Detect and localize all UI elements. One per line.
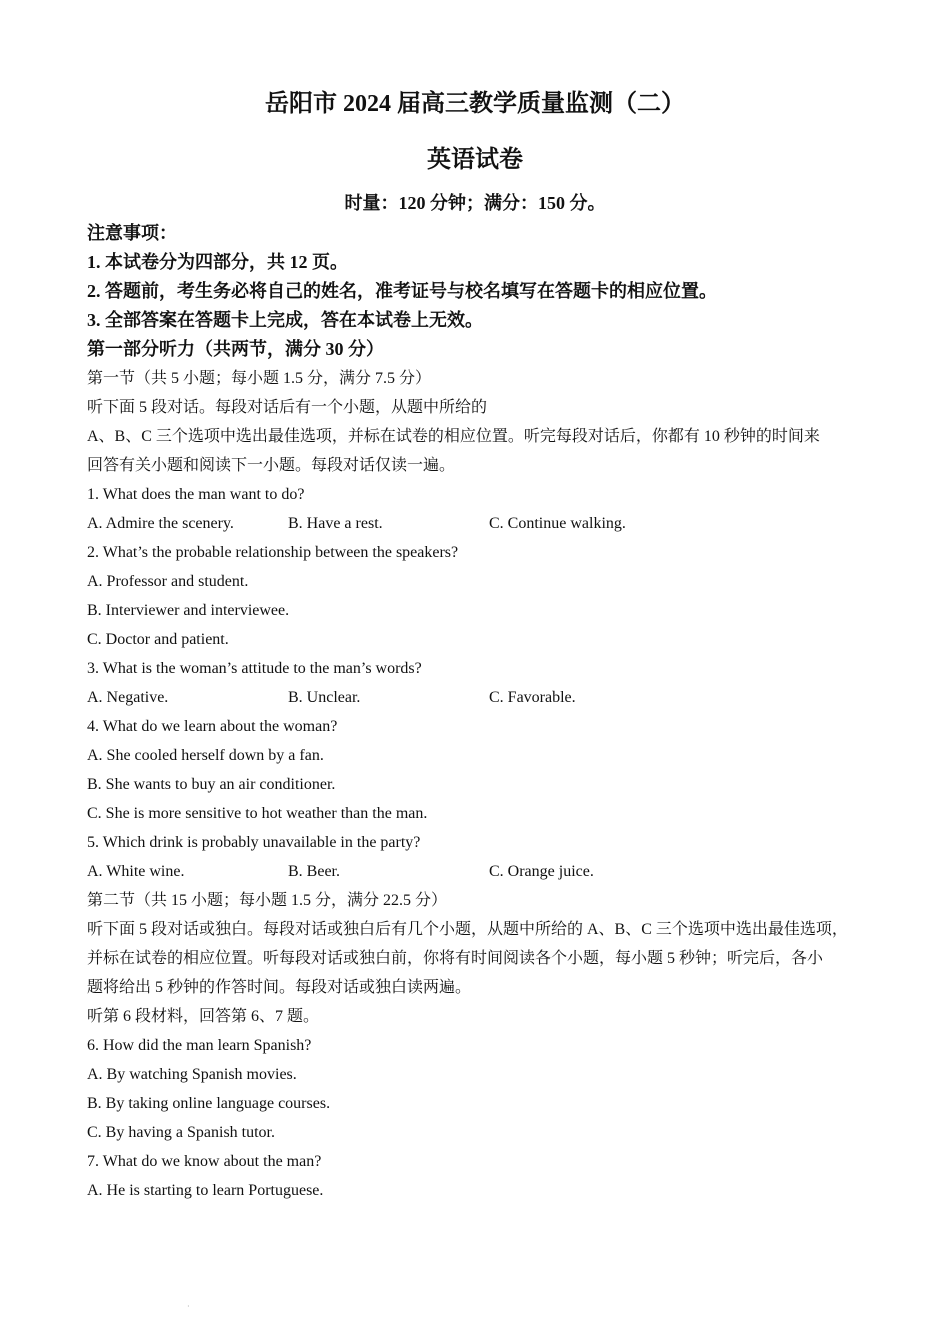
section1-instruction: 回答有关小题和阅读下一小题。每段对话仅读一遍。 xyxy=(87,457,456,474)
exam-body xyxy=(87,219,877,1205)
section2-instruction: 听下面 5 段对话或独白。每段对话或独白后有几个小题，从题中所给的 A、B、C 三个选项中选出最佳选项， xyxy=(87,921,848,938)
option-a: A. Negative. xyxy=(87,689,169,706)
material-note: 听第 6 段材料，回答第 6、7 题。 xyxy=(87,1008,320,1025)
option-a: A. White wine. xyxy=(87,863,185,880)
option-a: A. By watching Spanish movies. xyxy=(87,1066,297,1083)
question-3: 3. What is the woman’s attitude to the man’s words? xyxy=(87,660,422,677)
option-a: A. Admire the scenery. xyxy=(87,515,234,532)
note-item: 3. 全部答案在答题卡上完成，答在本试卷上无效。 xyxy=(87,310,483,330)
note-item: 2. 答题前，考生务必将自己的姓名，准考证号与校名填写在答题卡的相应位置。 xyxy=(87,281,717,301)
exam-title: 岳阳市 2024 届高三教学质量监测（二） xyxy=(265,91,685,117)
option-c: C. Favorable. xyxy=(489,689,576,706)
option-b: B. Beer. xyxy=(288,863,340,880)
option-c: C. Continue walking. xyxy=(489,515,626,532)
section2-instruction: 并标在试卷的相应位置。听每段对话或独白前，你将有时间阅读各个小题，每小题 5 秒钟；听完后，各小 xyxy=(87,950,824,967)
option-a: A. Professor and student. xyxy=(87,573,249,590)
notes-heading: 注意事项： xyxy=(87,223,177,243)
question-6: 6. How did the man learn Spanish? xyxy=(87,1037,312,1054)
option-b: B. Unclear. xyxy=(288,689,361,706)
question-3-options xyxy=(87,683,877,712)
option-b: B. By taking online language courses. xyxy=(87,1095,331,1112)
question-2: 2. What’s the probable relationship between the speakers? xyxy=(87,544,459,561)
subject-title: 英语试卷 xyxy=(427,147,523,173)
time-and-score: 时量：120 分钟；满分：150 分。 xyxy=(344,193,606,213)
option-b: B. Interviewer and interviewee. xyxy=(87,602,290,619)
option-a: A. He is starting to learn Portuguese. xyxy=(87,1182,324,1199)
option-c: C. She is more sensitive to hot weather than the man. xyxy=(87,805,428,822)
option-a: A. She cooled herself down by a fan. xyxy=(87,747,324,764)
part1-heading: 第一部分听力（共两节，满分 30 分） xyxy=(87,339,384,359)
option-c: C. Doctor and patient. xyxy=(87,631,229,648)
option-b: B. She wants to buy an air conditioner. xyxy=(87,776,336,793)
question-5: 5. Which drink is probably unavailable in the party? xyxy=(87,834,421,851)
page-speck: · xyxy=(187,1302,190,1311)
section2-heading: 第二节（共 15 小题；每小题 1.5 分，满分 22.5 分） xyxy=(87,892,448,909)
question-1-options xyxy=(87,509,877,538)
note-item: 1. 本试卷分为四部分，共 12 页。 xyxy=(87,252,348,272)
question-5-options xyxy=(87,857,877,886)
section1-instruction: A、B、C 三个选项中选出最佳选项，并标在试卷的相应位置。听完每段对话后，你都有 10 秒钟的时间来 xyxy=(87,428,820,445)
question-1: 1. What does the man want to do? xyxy=(87,486,305,503)
section1-instruction: 听下面 5 段对话。每段对话后有一个小题，从题中所给的 xyxy=(87,399,488,416)
section2-instruction: 题将给出 5 秒钟的作答时间。每段对话或独白读两遍。 xyxy=(87,979,472,996)
section1-heading: 第一节（共 5 小题；每小题 1.5 分，满分 7.5 分） xyxy=(87,370,432,387)
question-7: 7. What do we know about the man? xyxy=(87,1153,322,1170)
option-c: C. By having a Spanish tutor. xyxy=(87,1124,275,1141)
option-c: C. Orange juice. xyxy=(489,863,594,880)
question-4: 4. What do we learn about the woman? xyxy=(87,718,338,735)
option-b: B. Have a rest. xyxy=(288,515,383,532)
